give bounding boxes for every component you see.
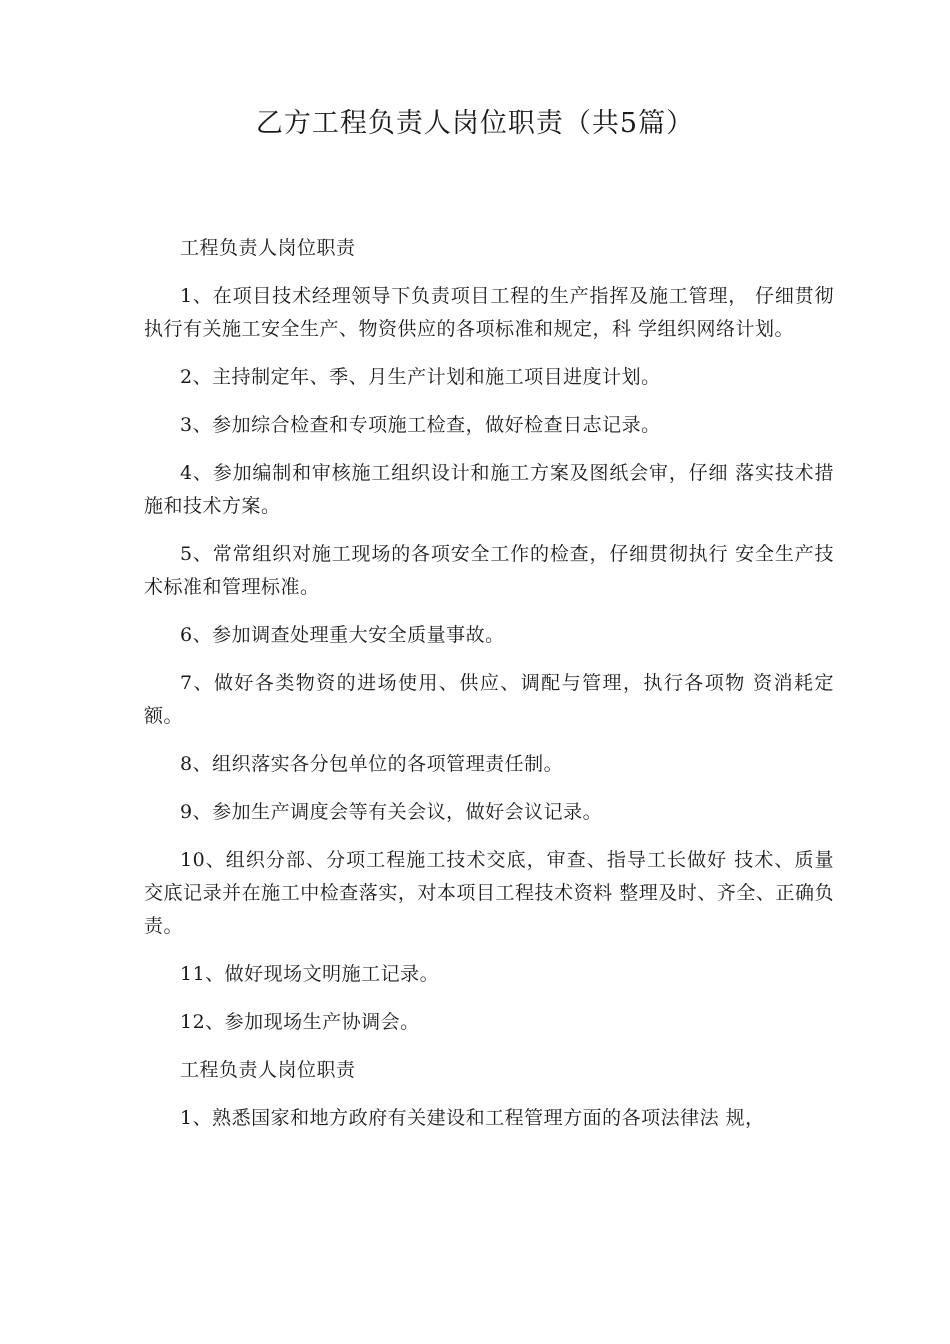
duty-item: 3、参加综合检查和专项施工检查，做好检查日志记录。 [180, 414, 661, 436]
duty-item: 1、熟悉国家和地方政府有关建设和工程管理方面的各项法律法 规， [180, 1107, 765, 1129]
document-title: 乙方工程负责人岗位职责（共5篇） [255, 108, 695, 139]
duty-item: 8、组织落实各分包单位的各项管理责任制。 [180, 753, 564, 775]
section-heading: 工程负责人岗位职责 [180, 237, 356, 259]
duty-item: 12、参加现场生产协调会。 [180, 1011, 420, 1033]
duty-item: 1、在项目技术经理领导下负责项目工程的生产指挥及施工管理， 仔细贯彻执行有关施工安全生产、物资供应的各项标准和规定，科 学组织网络计划。 [144, 285, 834, 340]
duty-item: 4、参加编制和审核施工组织设计和施工方案及图纸会审，仔细 落实技术措施和技术方案。 [144, 462, 834, 517]
document-body [144, 232, 834, 1150]
duty-item: 7、做好各类物资的进场使用、供应、调配与管理，执行各项物 资消耗定额。 [144, 672, 834, 727]
duty-item: 10、组织分部、分项工程施工技术交底，审查、指导工长做好 技术、质量交底记录并在施工中检查落实，对本项目工程技术资料 整理及时、齐全、正确负责。 [144, 849, 834, 937]
duty-item: 5、常常组织对施工现场的各项安全工作的检查，仔细贯彻执行 安全生产技术标准和管理标准。 [144, 543, 834, 598]
section-heading: 工程负责人岗位职责 [180, 1059, 356, 1081]
duty-item: 9、参加生产调度会等有关会议，做好会议记录。 [180, 801, 603, 823]
duty-item: 2、主持制定年、季、月生产计划和施工项目进度计划。 [180, 366, 661, 388]
duty-item: 6、参加调查处理重大安全质量事故。 [180, 624, 505, 646]
duty-item: 11、做好现场文明施工记录。 [180, 963, 440, 985]
